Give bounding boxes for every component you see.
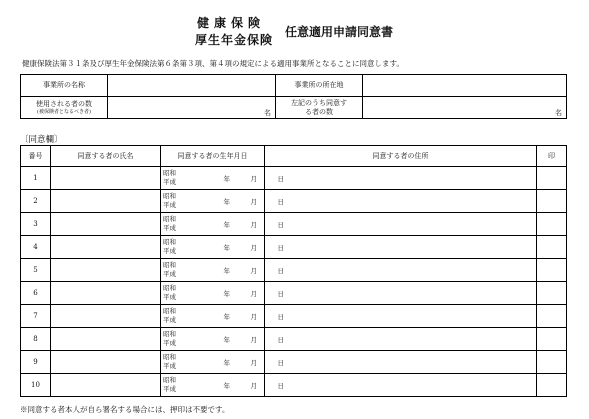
seal-field[interactable]	[537, 328, 567, 351]
day-unit: 日	[277, 221, 284, 229]
table-row	[21, 259, 567, 282]
name-field[interactable]	[51, 259, 161, 282]
employees-unit: 名	[264, 109, 271, 117]
era-heisei: 平成	[163, 223, 176, 232]
era-showa: 昭和	[163, 238, 176, 246]
header-name: 同意する者の氏名	[51, 146, 161, 167]
seal-field[interactable]	[537, 374, 567, 397]
title-health-insurance: 健康保険	[197, 16, 266, 30]
name-field[interactable]	[51, 167, 161, 190]
year-unit: 年	[223, 221, 230, 229]
month-unit: 月	[250, 267, 257, 275]
table-row	[21, 305, 567, 328]
era-options	[163, 330, 176, 347]
address-field[interactable]	[265, 305, 537, 328]
consenting-count-field[interactable]	[363, 97, 567, 119]
month-unit: 月	[250, 175, 257, 183]
address-field[interactable]	[265, 236, 537, 259]
birthdate-field[interactable]	[161, 236, 284, 259]
seal-field[interactable]	[537, 213, 567, 236]
date-units	[203, 312, 284, 321]
birthdate-field[interactable]	[161, 259, 284, 282]
era-options	[163, 238, 176, 255]
era-heisei: 平成	[163, 246, 176, 255]
intro-text: 健康保険法第３１条及び厚生年金保険法第６条第３項、第４項の規定による適用事業所となることに同意します。	[22, 59, 404, 68]
date-units	[203, 220, 284, 229]
era-heisei: 平成	[163, 384, 176, 393]
era-options	[163, 353, 176, 370]
year-unit: 年	[223, 175, 230, 183]
month-unit: 月	[250, 313, 257, 321]
footnote: ※同意する者本人が自ら署名する場合には、押印は不要です。	[20, 405, 230, 414]
name-field[interactable]	[51, 374, 161, 397]
era-options	[163, 169, 176, 186]
seal-field[interactable]	[537, 305, 567, 328]
office-address-label: 事業所の所在地	[276, 75, 363, 97]
address-field[interactable]	[265, 190, 537, 213]
date-units	[203, 174, 284, 183]
address-field[interactable]	[265, 213, 537, 236]
era-showa: 昭和	[163, 330, 176, 338]
date-units	[203, 335, 284, 344]
seal-field[interactable]	[537, 167, 567, 190]
day-unit: 日	[277, 336, 284, 344]
day-unit: 日	[277, 244, 284, 252]
era-showa: 昭和	[163, 376, 176, 384]
month-unit: 月	[250, 198, 257, 206]
row-number: 5	[21, 259, 51, 282]
era-heisei: 平成	[163, 338, 176, 347]
era-options	[163, 215, 176, 232]
office-info-table	[20, 74, 567, 119]
name-field[interactable]	[51, 328, 161, 351]
name-field[interactable]	[51, 282, 161, 305]
era-showa: 昭和	[163, 169, 176, 177]
date-units	[203, 381, 284, 390]
month-unit: 月	[250, 382, 257, 390]
row-number: 9	[21, 351, 51, 374]
header-address: 同意する者の住所	[265, 146, 537, 167]
era-heisei: 平成	[163, 200, 176, 209]
table-row	[21, 190, 567, 213]
header-seal: 印	[537, 146, 567, 167]
row-number: 10	[21, 374, 51, 397]
month-unit: 月	[250, 359, 257, 367]
form-title	[195, 14, 425, 54]
date-units	[203, 289, 284, 298]
era-showa: 昭和	[163, 261, 176, 269]
day-unit: 日	[277, 267, 284, 275]
birthdate-field[interactable]	[161, 167, 284, 190]
title-pension-insurance: 厚生年金保険	[195, 33, 274, 47]
table-row	[21, 328, 567, 351]
consent-table	[20, 145, 567, 397]
address-field[interactable]	[265, 351, 537, 374]
year-unit: 年	[223, 336, 230, 344]
era-showa: 昭和	[163, 215, 176, 223]
birthdate-field[interactable]	[161, 351, 284, 374]
table-row	[21, 282, 567, 305]
day-unit: 日	[277, 313, 284, 321]
table-row	[21, 213, 567, 236]
date-units	[203, 358, 284, 367]
month-unit: 月	[250, 244, 257, 252]
address-field[interactable]	[265, 374, 537, 397]
month-unit: 月	[250, 336, 257, 344]
row-number: 8	[21, 328, 51, 351]
seal-field[interactable]	[537, 351, 567, 374]
day-unit: 日	[277, 382, 284, 390]
table-row	[21, 374, 567, 397]
row-number: 6	[21, 282, 51, 305]
seal-field[interactable]	[537, 190, 567, 213]
day-unit: 日	[277, 175, 284, 183]
address-field[interactable]	[265, 328, 537, 351]
seal-field[interactable]	[537, 236, 567, 259]
date-units	[203, 197, 284, 206]
day-unit: 日	[277, 198, 284, 206]
office-address-field[interactable]	[363, 75, 567, 97]
era-showa: 昭和	[163, 307, 176, 315]
title-application: 任意適用申請同意書	[285, 25, 394, 39]
birthdate-field[interactable]	[161, 374, 284, 397]
date-units	[203, 266, 284, 275]
table-row	[21, 167, 567, 190]
era-heisei: 平成	[163, 315, 176, 324]
birthdate-field[interactable]	[161, 190, 284, 213]
address-field[interactable]	[265, 282, 537, 305]
table-row	[21, 351, 567, 374]
year-unit: 年	[223, 244, 230, 252]
birthdate-field[interactable]	[161, 328, 284, 351]
employees-label: 使用される者の数	[36, 99, 92, 108]
name-field[interactable]	[51, 190, 161, 213]
seal-field[interactable]	[537, 282, 567, 305]
employees-count-field[interactable]	[108, 97, 276, 119]
era-options	[163, 284, 176, 301]
month-unit: 月	[250, 290, 257, 298]
era-options	[163, 261, 176, 278]
year-unit: 年	[223, 290, 230, 298]
birthdate-field[interactable]	[161, 305, 284, 328]
era-options	[163, 307, 176, 324]
name-field[interactable]	[51, 213, 161, 236]
name-field[interactable]	[51, 351, 161, 374]
era-heisei: 平成	[163, 177, 176, 186]
consent-header-row	[21, 146, 567, 167]
era-showa: 昭和	[163, 353, 176, 361]
era-showa: 昭和	[163, 284, 176, 292]
name-field[interactable]	[51, 305, 161, 328]
employees-sub-label: (被保険者となるべき者)	[37, 108, 91, 115]
address-field[interactable]	[265, 259, 537, 282]
year-unit: 年	[223, 313, 230, 321]
date-units	[203, 243, 284, 252]
era-heisei: 平成	[163, 361, 176, 370]
year-unit: 年	[223, 359, 230, 367]
era-options	[163, 192, 176, 209]
day-unit: 日	[277, 290, 284, 298]
table-row	[21, 236, 567, 259]
consenting-label: 左記のうち同意する者の数	[276, 97, 363, 119]
era-heisei: 平成	[163, 292, 176, 301]
era-heisei: 平成	[163, 269, 176, 278]
name-field[interactable]	[51, 236, 161, 259]
birthdate-field[interactable]	[161, 282, 284, 305]
header-number: 番号	[21, 146, 51, 167]
month-unit: 月	[250, 221, 257, 229]
year-unit: 年	[223, 267, 230, 275]
row-number: 2	[21, 190, 51, 213]
header-birthdate: 同意する者の生年月日	[161, 146, 265, 167]
birthdate-field[interactable]	[161, 213, 284, 236]
office-name-field[interactable]	[108, 75, 276, 97]
address-field[interactable]	[265, 167, 537, 190]
office-name-label: 事業所の名称	[21, 75, 108, 97]
year-unit: 年	[223, 198, 230, 206]
row-number: 7	[21, 305, 51, 328]
day-unit: 日	[277, 359, 284, 367]
row-number: 1	[21, 167, 51, 190]
row-number: 3	[21, 213, 51, 236]
section-label: 〔同意欄〕	[20, 135, 63, 145]
year-unit: 年	[223, 382, 230, 390]
employees-label-cell	[21, 97, 108, 119]
row-number: 4	[21, 236, 51, 259]
era-showa: 昭和	[163, 192, 176, 200]
seal-field[interactable]	[537, 259, 567, 282]
consenting-unit: 名	[555, 109, 562, 117]
era-options	[163, 376, 176, 393]
